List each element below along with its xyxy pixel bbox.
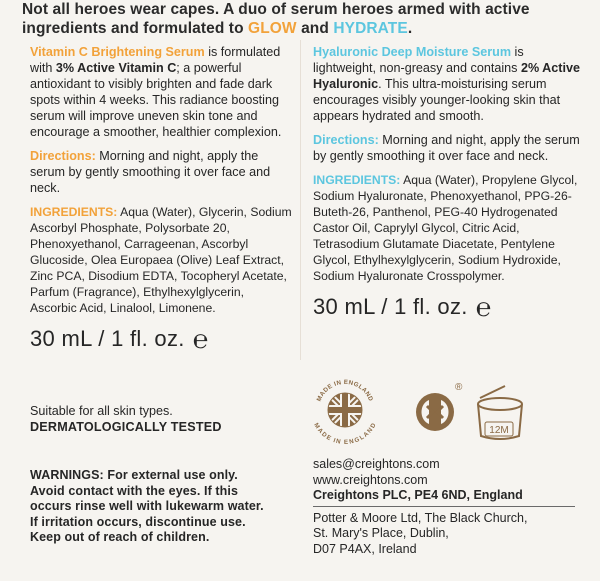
website-text: www.creightons.com [313,472,428,487]
hyaluronic-column [313,44,583,320]
derm-tested-text: DERMATOLOGICALLY TESTED [30,420,222,434]
vitamin-c-ingredients-text: Aqua (Water), Glycerin, Sodium Ascorbyl Phosphate, Polysorbate 20, Phenoxyethanol, Carrageenan, Ascorbyl Glucoside, Olea Europaea (Olive) Leaf Extract, Zinc PCA, Disodium EDTA, Tocopheryl Acetate, Parfum (Fragrance), Ethylhexylglycerin, Ascorbic Acid, Linalool, Limonene. [30,205,292,315]
address-line: D07 P4AX, Ireland [313,541,417,556]
contact-rule [313,506,575,507]
vitamin-c-volume [30,326,292,352]
vitamin-c-ingredients-label: INGREDIENTS: [30,205,118,219]
suitability-block [30,403,290,435]
hydrate-word: HYDRATE [333,20,408,37]
vitamin-c-description [30,44,292,140]
vitamin-c-directions [30,148,292,196]
warning-line: Keep out of reach of children. [30,530,210,545]
green-dot-icon [416,393,454,431]
estimated-sign-icon: ℮ [475,292,492,322]
vitamin-c-ingredients [30,204,292,316]
glow-word: GLOW [248,20,297,37]
warning-line: WARNINGS: For external use only. [30,468,238,482]
intro-line-2 [22,19,582,38]
hyaluronic-description [313,44,583,124]
warnings-block [30,468,300,546]
contact-block [313,457,588,557]
vitamin-c-active: 3% Active Vitamin C [55,61,177,75]
intro-and: and [296,20,334,37]
warning-line: occurs rinse well with lukewarm water. [30,499,264,514]
badges-row [305,370,585,450]
intro-line-2-text: ingredients and formulated to [22,20,249,37]
intro-period: . [407,20,413,37]
vitamin-c-name: Vitamin C Brightening Serum [30,45,205,59]
hyaluronic-directions [313,132,583,164]
vitamin-c-volume-text: 30 mL / 1 fl. oz. [30,326,185,351]
email-text: sales@creightons.com [313,457,440,471]
union-jack-icon [325,390,365,430]
made-in-england-bottom: MADE IN ENGLAND [312,421,378,447]
column-divider [300,40,301,360]
vitamin-c-directions-text: Morning and night, apply the serum by gently smoothing it over face and neck. [30,149,271,195]
intro-heading [22,0,582,38]
address-line: St. Mary's Place, Dublin, [313,526,449,540]
vitamin-c-column [30,44,292,352]
suitable-text: Suitable for all skin types. [30,404,173,418]
vitamin-c-desc-b: ; a powerful antioxidant to visibly brighten and fade dark spots within 4 weeks. This radiance boosting serum will improve uneven skin tone and encourage a smoother, healthier complexion. [30,61,282,139]
warning-line: If irritation occurs, discontinue use. [30,514,246,529]
address-line: Potter & Moore Ltd, The Black Church, [313,510,528,525]
hyaluronic-ingredients-text: Aqua (Water), Propylene Glycol, Sodium Hyaluronate, Phenoxyethanol, PPG-26-Buteth-26, Panthenol, PEG-40 Hydrogenated Castor Oil, Caprylyl Glycol, Citric Acid, Tetrasodium Glutamate Diacetate, Pentylene Glycol, Ethylhexylglycerin, Sodium Hydroxide, Sodium Hyaluronate Crosspolymer. [313,173,578,283]
estimated-sign-icon: ℮ [192,324,209,354]
hyaluronic-ingredients-label: INGREDIENTS: [313,173,401,187]
hyaluronic-volume-text: 30 mL / 1 fl. oz. [313,294,468,319]
company-text: Creightons PLC, PE4 6ND, England [313,488,523,502]
warning-line: Avoid contact with the eyes. If this [30,483,239,498]
vitamin-c-directions-label: Directions: [30,149,96,163]
hyaluronic-active: 2% Active Hyaluronic [313,61,580,91]
pao-label: 12M [489,425,509,436]
hyaluronic-name: Hyaluronic Deep Moisture Serum [313,45,512,59]
made-in-england-top: MADE IN ENGLAND [315,378,375,403]
hyaluronic-directions-label: Directions: [313,133,379,147]
vitamin-c-desc-a: is formulated with [30,45,281,75]
hyaluronic-ingredients [313,172,583,284]
hyaluronic-volume [313,294,583,320]
registered-mark: ® [455,382,463,393]
hyaluronic-directions-text: Morning and night, apply the serum by gently smoothing it over face and neck. [313,133,580,163]
hyaluronic-desc-b: . This ultra-moisturising serum encourages visibly younger-looking skin that appears hydrated and smooth. [313,77,561,123]
intro-line-1: Not all heroes wear capes. A duo of serum heroes armed with active [22,1,530,18]
hyaluronic-desc-a: is lightweight, non-greasy and contains [313,45,524,75]
